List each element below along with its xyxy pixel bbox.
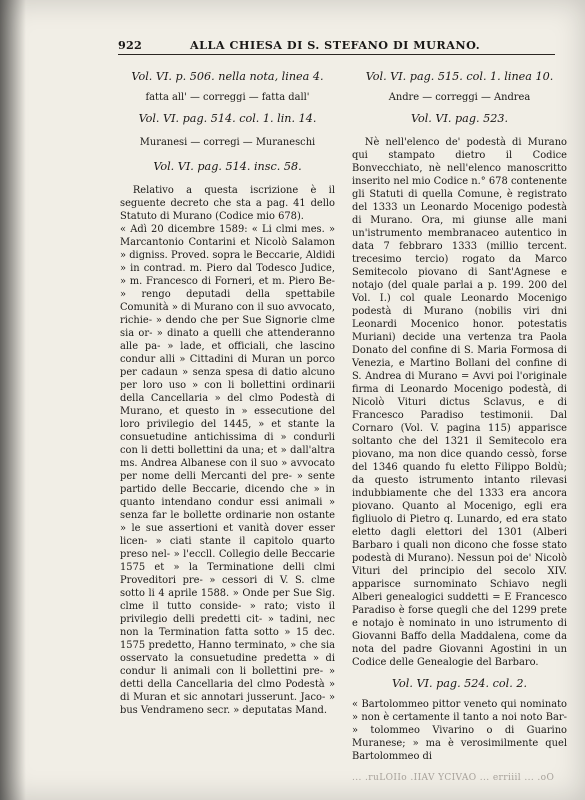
bleed-through-text: ... .ruLOIIo .IIAV YCIVAO ... erriiil ... .oO (352, 773, 555, 783)
right-column (352, 70, 567, 763)
erratum-correction: Andre — correggi — Andrea (388, 92, 531, 103)
erratum-reference: Vol. VI. pag. 514. insc. 58. (153, 160, 302, 173)
erratum-reference: Vol. VI. pag. 515. col. 1. linea 10. (365, 70, 554, 83)
body-paragraph: Relativo a questa iscrizione è il seguente decreto che sta a pag. 41 dello Statuto di Murano (Codice mio 678). (120, 185, 335, 222)
erratum-correction: Muranesi — corregi — Muraneschi (139, 137, 316, 148)
quotation-paragraph: « Bartolommeo pittor veneto qui nominato » non è certamente il tanto a noi noto Bar- » tolommeo Vivarino o di Guarino Muranese; » ma è verosimilmente quel Bartolommeo di (352, 699, 567, 762)
running-title: ALLA CHIESA DI S. STEFANO DI MURANO. (190, 38, 481, 52)
erratum-reference: Vol. VI. pag. 523. (410, 112, 509, 125)
page-number: 922 (118, 38, 142, 52)
spine-shadow (0, 0, 26, 800)
body-paragraph: Nè nell'elenco de' podestà di Murano qui stampato dietro il Codice Bonvecchiato, nè nell'elenco manoscritto inserito nel mio Codice n.° 678 contenente gli Statuti di quella Comune, è registrato del 1333 un Leonardo Mocenigo podestà di Murano. Ora, mi giunse alle mani un'istrumento membranaceo autentico in data 7 febbraro 1333 (millio tercent. trecesimo tercio) rogato da Marco Semitecolo piovano di Sant'Agnese e notajo (del quale parlai a p. 199. 200 del Vol. I.) col quale Leonardo Mocenigo podestà di Murano (nobilis viri dni Leonardi Mocenico honor. potestatis Muriani) decide una vertenza tra Paola Donato del confine di S. Maria Formosa di Venezia, e Martino Bollani del confine di S. Andrea di Murano = Avvi poi l'originale firma di Leonardo Mocenigo podestà, di Nicolò Vituri dictus Sclavus, e di Francesco Paradiso testimonii. Dal Cornaro (Vol. V. pagina 115) apparisce soltanto che del 1321 il Semitecolo era piovano, ma non dice quando cessò, forse del 1346 quando fu eletto Filippo Boldù; da questo istrumento intanto rilevasi indubbiamente che del 1333 era ancora piovano. Quanto al Mocenigo, egli era figliuolo di Pietro q. Lunardo, ed era stato eletto dagli elettori del 1301 (Alberi Barbaro i quali non dicono che fosse stato podestà di Murano). Nessun poi de' Nicolò Vituri del principio del secolo XIV. apparisce surnominato Schiavo negli Alberi genealogici suddetti = E Francesco Paradiso è forse quegli che del 1299 prete e notajo è nominato in uno istrumento di Giovanni Baffo della Maddalena, come da nota del padre Giovanni Agostini in un Codice delle Genealogie del Barbaro. (352, 137, 567, 668)
erratum-reference: Vol. VI. pag. 524. col. 2. (391, 677, 528, 690)
erratum-correction: fatta all' — correggi — fatta dall' (145, 92, 310, 103)
erratum-reference: Vol. VI. pag. 514. col. 1. lin. 14. (138, 112, 317, 125)
decree-quotation: « Adì 20 dicembre 1589: « Li clmi mes. » Marcantonio Contarini et Nicolò Salamon » digniss. Proved. sopra le Beccarie, Aldidi » in contrad. m. Piero dal Todesco Judice, » m. Francesco di Forneri, et m. Piero Be- » rengo deputadi della spettabile Comunità » di Murano con il suo avvocato, richie- » dendo che per Sue Signorie clme sia or- » dinato a quelli che attenderanno alle pa- » lade, et officiali, che lascino condur alli » Cittadini di Muran un porco per cadaun » senza spesa di datio alcuno per loro uso » con li bollettini ordinarii della Cancellaria » del clmo Podestà di Murano, et questo in » essecutione del loro privilegio del 1445, » et stante la consuetudine antichissima di » condurli con li detti bollettini da una; et » dall'altra ms. Andrea Albanese con il suo » avvocato per nome delli Mercanti del pre- » sente partido delle Beccarie, dicendo che » in quanto intendano condur essi animali » senza far le bollette ordinarie non ostante » le sue assertioni et vanità dover esser licen- » ciati stante il capitolo quarto preso nel- » l'eccll. Collegio delle Beccarie 1575 et » la Terminatione delli clmi Proveditori pre- » cessori di V. S. clme sotto li 4 aprile 1588. » Onde per Sue Sig. clme il tutto conside- » rato; visto il privilegio delli predetti cit- » tadini, nec non la Termination fatta sotto » 15 dec. 1575 predetto, Hanno terminato, » che sia osservato la consuetudine predetta » di condur li animali con li bollettini pre- » detti della Cancellaria del clmo Podestà » di Muran et sic annotari jusserunt. Jaco- » bus Vendrameno secr. » deputatas Mand. (120, 224, 335, 716)
erratum-reference: Vol. VI. p. 506. nella nota, linea 4. (131, 70, 324, 83)
page-header (118, 38, 555, 55)
left-column (120, 70, 335, 717)
